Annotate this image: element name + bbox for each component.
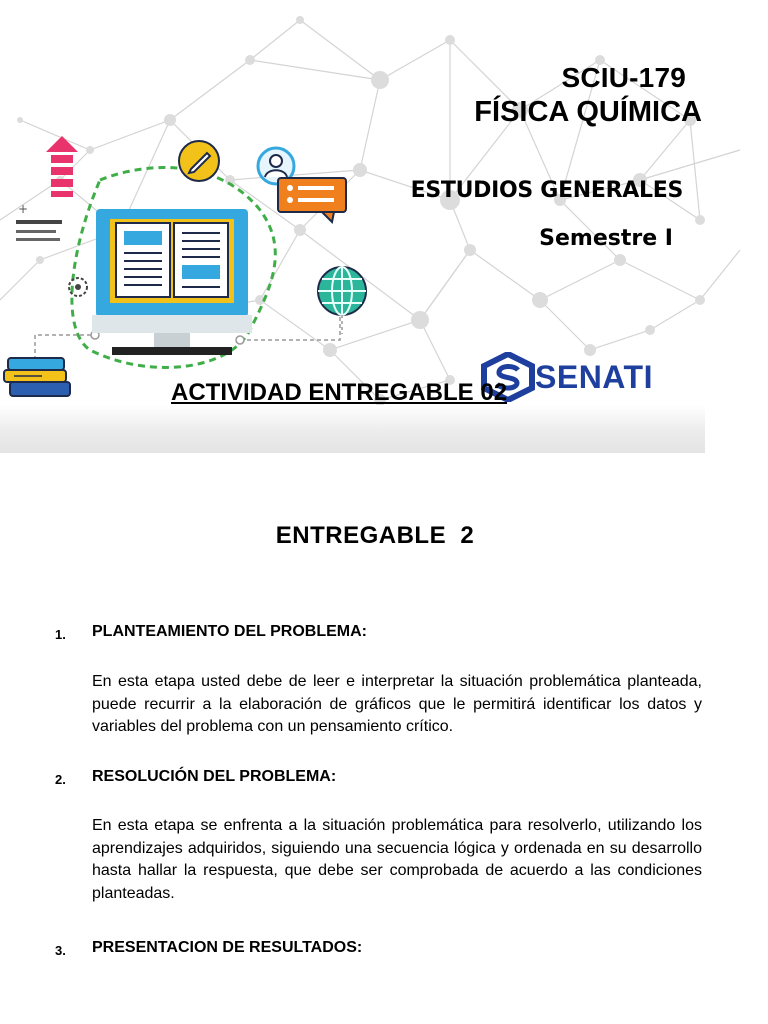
document-icon <box>14 202 66 254</box>
cover-header <box>0 0 768 455</box>
section-number: 2. <box>55 772 66 787</box>
section-heading: PLANTEAMIENTO DEL PROBLEMA: <box>92 623 367 640</box>
course-code: SCIU-179 <box>561 62 686 93</box>
computer-book-icon <box>92 205 252 360</box>
gear-icon <box>64 273 92 301</box>
section-number: 3. <box>55 943 66 958</box>
course-name: FÍSICA QUÍMICA <box>474 96 702 128</box>
upload-arrow-icon <box>46 136 78 198</box>
section-heading: RESOLUCIÓN DEL PROBLEMA: <box>92 768 337 785</box>
semester-label: Semestre I <box>539 226 673 251</box>
section-body: En esta etapa usted debe de leer e interpretar la situación problemática planteada, puede recurrir a la elaboración de gráficos que le permitirá identificar los datos y variables del problema con un pensamiento crítico. <box>92 673 702 735</box>
cover-floor-shadow <box>0 405 705 453</box>
senati-logo-text: SENATI <box>535 359 653 395</box>
senati-logo <box>480 352 665 402</box>
globe-icon <box>315 264 369 336</box>
chat-bubble-icon <box>276 176 350 224</box>
program-name: ESTUDIOS GENERALES <box>410 178 683 203</box>
pencil-icon <box>177 139 221 183</box>
svg-text:+: + <box>18 202 29 216</box>
book-stack-icon <box>2 356 74 400</box>
section-heading: PRESENTACION DE RESULTADOS: <box>92 939 363 956</box>
section-body: En esta etapa se enfrenta a la situación problemática para resolverlo, utilizando los aprendizajes adquiridos, siguiendo una secuencia lógica y ordenada en su desarrollo hasta hallar la respuesta, que debe ser comprobada de acuerdo a las condiciones planteadas. <box>92 817 702 902</box>
section-number: 1. <box>55 627 66 642</box>
deliverable-title: ENTREGABLE 2 <box>275 522 475 549</box>
activity-title: ACTIVIDAD ENTREGABLE 02 <box>171 379 508 406</box>
